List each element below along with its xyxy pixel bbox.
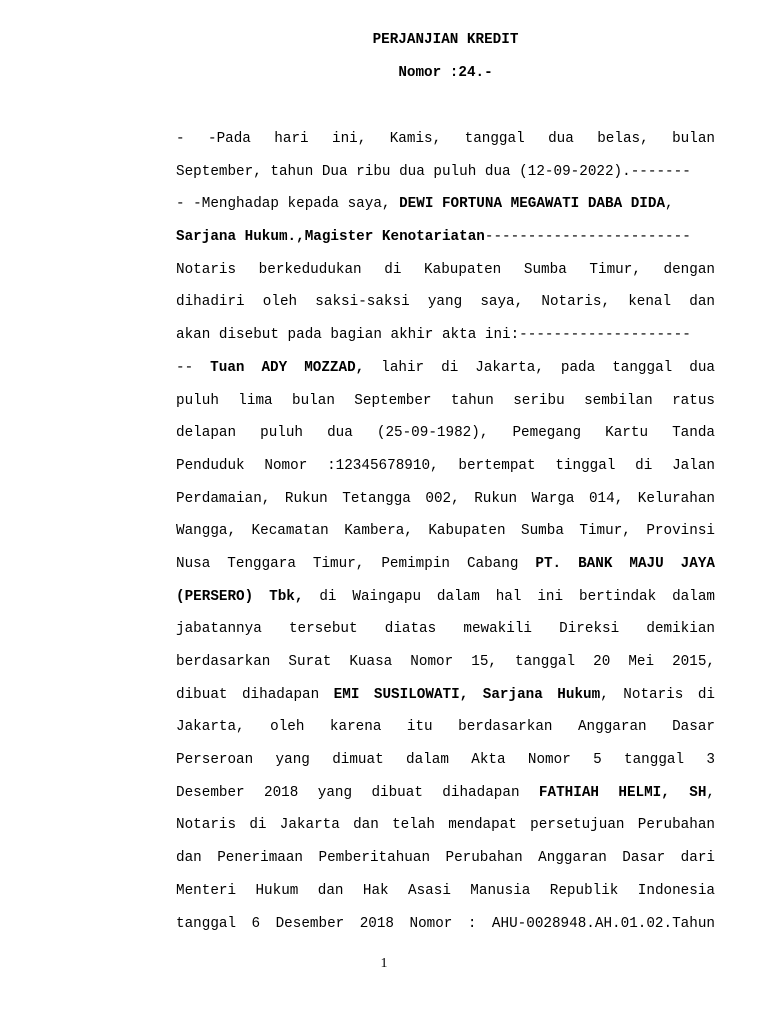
text-run: Penduduk Nomor :12345678910, bertempat tinggal di Jalan — [176, 457, 715, 474]
text-run: - -Pada hari ini, Kamis, tanggal dua belas, bulan — [176, 131, 715, 147]
body-line — [176, 816, 715, 849]
text-run: ------------------------ — [484, 229, 691, 246]
body-line — [176, 555, 715, 588]
body-line-text — [176, 261, 715, 279]
body-line — [176, 424, 715, 457]
bold-text: DEWI FORTUNA MEGAWATI DABA DIDA — [399, 196, 666, 213]
body-line-text — [176, 196, 674, 212]
bold-text: Tuan ADY MOZZAD, — [210, 359, 365, 376]
body-line-text — [176, 686, 715, 704]
body-line — [176, 130, 715, 163]
body-line-text — [176, 620, 715, 638]
text-run: Notaris berkedudukan di Kabupaten Sumba Timur, dengan — [176, 261, 715, 278]
text-run: dibuat dihadapan — [176, 686, 334, 703]
document-body — [176, 130, 715, 947]
text-run: Perseroan yang dimuat dalam Akta Nomor 5 tanggal 3 — [176, 752, 715, 769]
body-line-text — [176, 882, 715, 900]
body-line-text — [176, 229, 691, 245]
body-line-text — [176, 457, 715, 475]
text-run: di Waingapu dalam hal ini bertindak dalam — [303, 588, 715, 605]
body-line-text — [176, 816, 715, 834]
body-line-text — [176, 392, 715, 410]
body-line — [176, 849, 715, 882]
text-run: jabatannya tersebut diatas mewakili Direksi demikian — [176, 621, 715, 638]
body-line — [176, 882, 715, 915]
body-line — [176, 653, 715, 686]
body-line-text — [176, 653, 715, 671]
body-line-text — [176, 490, 715, 508]
body-line — [176, 490, 715, 523]
body-line — [176, 293, 715, 326]
body-line-text — [176, 359, 715, 377]
body-line-text — [176, 718, 715, 736]
text-run: Notaris di Jakarta dan telah mendapat persetujuan Perubahan — [176, 817, 715, 834]
text-run: , — [706, 784, 715, 801]
body-line — [176, 751, 715, 784]
bold-text: (PERSERO) Tbk, — [176, 588, 304, 605]
text-run: Jakarta, oleh karena itu berdasarkan Anggaran Dasar — [176, 719, 715, 736]
body-line — [176, 784, 715, 817]
bold-text: FATHIAH HELMI, SH — [538, 784, 707, 801]
text-run: September, tahun Dua ribu dua puluh dua (12-09-2022).------- — [176, 163, 691, 180]
body-line-text — [176, 915, 715, 933]
body-line-text — [176, 327, 691, 343]
text-run: -- — [176, 359, 211, 376]
body-line-text — [176, 849, 715, 867]
page-number: 1 — [380, 956, 388, 971]
body-line — [176, 915, 715, 948]
body-line-text — [176, 588, 715, 606]
body-line-text — [176, 164, 691, 180]
body-line — [176, 457, 715, 490]
body-line-text — [176, 751, 715, 769]
body-line — [176, 718, 715, 751]
text-run: , — [665, 196, 674, 213]
text-run: delapan puluh dua (25-09-1982), Pemegang Kartu Tanda — [176, 425, 715, 442]
text-run: puluh lima bulan September tahun seribu sembilan ratus — [176, 392, 715, 409]
bold-text: PT. BANK MAJU JAYA — [535, 555, 715, 572]
text-run: dan Penerimaan Pemberitahuan Perubahan Anggaran Dasar dari — [176, 850, 715, 867]
body-line-text — [176, 522, 715, 540]
document-title: PERJANJIAN KREDIT — [372, 32, 519, 48]
body-line-text — [176, 555, 715, 573]
bold-text: Sarjana Hukum.,Magister Kenotariatan — [176, 229, 485, 246]
body-line — [176, 686, 715, 719]
body-line-text — [176, 784, 715, 802]
text-run: dihadiri oleh saksi-saksi yang saya, Notaris, kenal dan — [176, 294, 715, 311]
body-line — [176, 195, 715, 228]
text-run: Nusa Tenggara Timur, Pemimpin Cabang — [176, 555, 536, 572]
body-line — [176, 326, 715, 359]
body-line-text — [176, 293, 715, 311]
text-run: berdasarkan Surat Kuasa Nomor 15, tanggal 20 Mei 2015, — [176, 654, 715, 670]
body-line — [176, 261, 715, 294]
body-line — [176, 359, 715, 392]
text-run: Menteri Hukum dan Hak Asasi Manusia Republik Indonesia — [176, 882, 715, 899]
text-run: akan disebut pada bagian akhir akta ini:-------------------- — [176, 327, 691, 344]
body-line — [176, 228, 715, 261]
text-run: Desember 2018 yang dibuat dihadapan — [176, 784, 539, 801]
bold-text: EMI SUSILOWATI, Sarjana Hukum — [333, 686, 601, 703]
body-line-text — [176, 130, 715, 148]
text-run: Wangga, Kecamatan Kambera, Kabupaten Sumba Timur, Provinsi — [176, 523, 715, 540]
text-run: Perdamaian, Rukun Tetangga 002, Rukun Warga 014, Kelurahan — [176, 490, 715, 507]
body-line — [176, 392, 715, 425]
document-number: Nomor :24.- — [398, 65, 493, 81]
body-line-text — [176, 424, 715, 442]
body-line — [176, 620, 715, 653]
text-run: tanggal 6 Desember 2018 Nomor : AHU-0028948.AH.01.02.Tahun — [176, 915, 715, 932]
text-run: , Notaris di — [600, 686, 715, 703]
body-line — [176, 522, 715, 555]
text-run: - -Menghadap kepada saya, — [176, 196, 400, 213]
body-line — [176, 588, 715, 621]
body-line — [176, 163, 715, 196]
text-run: lahir di Jakarta, pada tanggal dua — [364, 359, 715, 376]
